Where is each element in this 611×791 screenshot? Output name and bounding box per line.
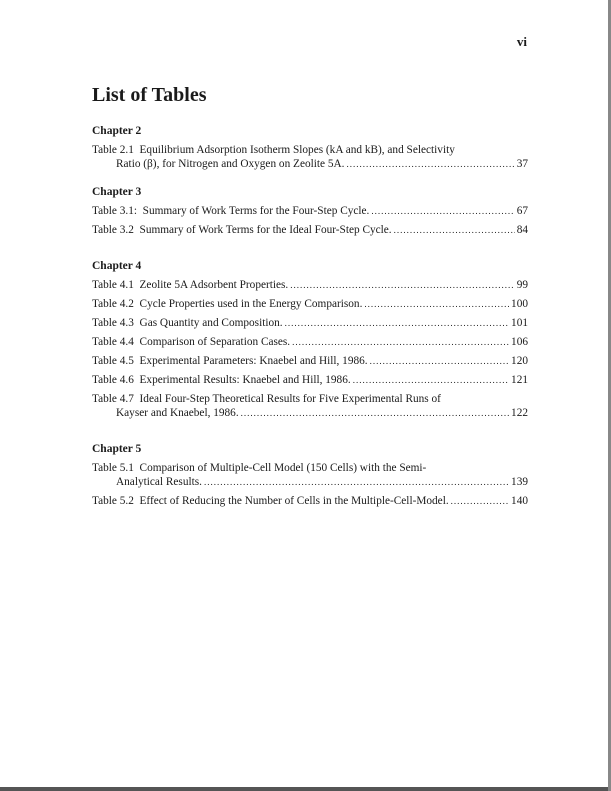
table-page-number: 120 xyxy=(511,355,528,367)
dot-leader xyxy=(353,373,509,387)
dot-leader xyxy=(285,316,509,330)
chapter-4-section xyxy=(92,259,528,420)
table-page-number: 100 xyxy=(511,298,528,310)
table-page-number: 140 xyxy=(511,495,528,507)
table-caption: Summary of Work Terms for the Four-Step Cycle. xyxy=(142,205,370,217)
table-entry-4-7[interactable] xyxy=(92,392,528,420)
table-caption: Summary of Work Terms for the Ideal Four-Step Cycle. xyxy=(139,224,392,236)
table-of-tables xyxy=(92,124,528,513)
table-label: Table 5.2 xyxy=(92,495,134,507)
table-entry-3-1[interactable] xyxy=(92,204,528,218)
table-caption: Gas Quantity and Composition. xyxy=(139,317,283,329)
dot-leader xyxy=(394,223,515,237)
table-label: Table 4.7 xyxy=(92,393,134,405)
table-entry-4-3[interactable] xyxy=(92,316,528,330)
table-caption: Experimental Parameters: Knaebel and Hill, 1986. xyxy=(139,355,368,367)
table-page-number: 139 xyxy=(511,476,528,488)
table-label: Table 3.2 xyxy=(92,224,134,236)
table-entry-2-1[interactable] xyxy=(92,143,528,171)
table-entry-4-6[interactable] xyxy=(92,373,528,387)
chapter-heading: Chapter 5 xyxy=(92,443,142,455)
dot-leader xyxy=(290,278,514,292)
page-number: vi xyxy=(516,34,527,49)
table-caption-line1: Comparison of Multiple-Cell Model (150 Cells) with the Semi- xyxy=(139,462,427,474)
dot-leader xyxy=(364,297,509,311)
table-entry-4-4[interactable] xyxy=(92,335,528,349)
table-caption: Zeolite 5A Adsorbent Properties. xyxy=(139,279,289,291)
dot-leader xyxy=(204,475,509,489)
table-entry-4-5[interactable] xyxy=(92,354,528,368)
dot-leader xyxy=(347,157,515,171)
table-page-number: 122 xyxy=(511,407,528,419)
table-label: Table 4.5 xyxy=(92,355,134,367)
table-label: Table 2.1 xyxy=(92,144,134,156)
table-caption-line1: Equilibrium Adsorption Isotherm Slopes (kA and kB), and Selectivity xyxy=(139,144,455,156)
table-label: Table 4.3 xyxy=(92,317,134,329)
table-page-number: 84 xyxy=(516,224,528,236)
table-entry-5-2[interactable] xyxy=(92,494,528,508)
table-label: Table 4.1 xyxy=(92,279,134,291)
table-caption: Experimental Results: Knaebel and Hill, 1986. xyxy=(139,374,351,386)
table-entry-3-2[interactable] xyxy=(92,223,528,237)
table-page-number: 106 xyxy=(511,336,528,348)
table-page-number: 121 xyxy=(511,374,528,386)
chapter-5-section xyxy=(92,442,528,508)
table-caption: Effect of Reducing the Number of Cells in the Multiple-Cell-Model. xyxy=(139,495,449,507)
table-label: Table 3.1: xyxy=(92,205,138,217)
table-page-number: 37 xyxy=(516,158,528,170)
table-label: Table 5.1 xyxy=(92,462,134,474)
table-caption: Cycle Properties used in the Energy Comparison. xyxy=(139,298,363,310)
chapter-heading: Chapter 4 xyxy=(92,260,142,272)
table-caption-line2: Kayser and Knaebel, 1986. xyxy=(116,407,239,419)
table-page-number: 67 xyxy=(516,205,528,217)
page-title: List of Tables xyxy=(92,84,207,106)
chapter-heading: Chapter 2 xyxy=(92,125,142,137)
dot-leader xyxy=(370,354,509,368)
table-label: Table 4.4 xyxy=(92,336,134,348)
chapter-2-section xyxy=(92,124,528,171)
table-page-number: 101 xyxy=(511,317,528,329)
dot-leader xyxy=(451,494,509,508)
table-entry-4-1[interactable] xyxy=(92,278,528,292)
table-label: Table 4.2 xyxy=(92,298,134,310)
table-caption-line1: Ideal Four-Step Theoretical Results for Five Experimental Runs of xyxy=(139,393,441,405)
table-caption-line2: Ratio (β), for Nitrogen and Oxygen on Zeolite 5A. xyxy=(116,158,345,170)
table-page-number: 99 xyxy=(516,279,528,291)
dot-leader xyxy=(241,406,509,420)
table-entry-5-1[interactable] xyxy=(92,461,528,489)
table-entry-4-2[interactable] xyxy=(92,297,528,311)
table-caption: Comparison of Separation Cases. xyxy=(139,336,291,348)
chapter-3-section xyxy=(92,185,528,237)
page-bottom-edge xyxy=(0,787,611,791)
dot-leader xyxy=(292,335,509,349)
chapter-heading: Chapter 3 xyxy=(92,186,142,198)
table-label: Table 4.6 xyxy=(92,374,134,386)
table-caption-line2: Analytical Results. xyxy=(116,476,202,488)
dot-leader xyxy=(371,204,514,218)
